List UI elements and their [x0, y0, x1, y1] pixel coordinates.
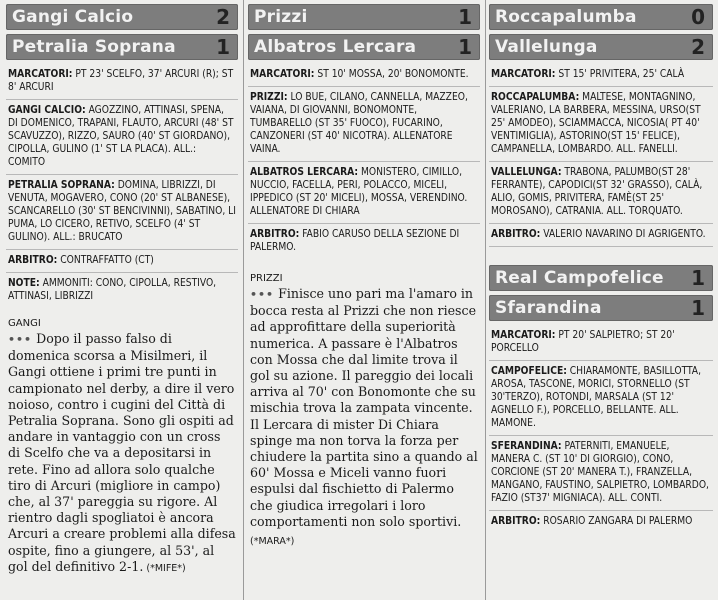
scorers	[248, 64, 480, 87]
scorers-label-2: MARCATORI:	[491, 330, 556, 341]
notes-text: AMMONITI: CONO, CIPOLLA, RESTIVO, ATTINASI, LIBRIZZI	[8, 278, 217, 302]
dateline: PRIZZI	[250, 273, 283, 284]
scorers-text-2: PT 20' SALPIETRO; ST 20' PORCELLO	[491, 330, 675, 354]
lineup-home-label: PRIZZI:	[250, 92, 288, 103]
score-bar-away	[6, 34, 238, 60]
referee-2	[489, 511, 713, 533]
bullet-dots: •••	[8, 333, 33, 346]
lineup-away	[489, 162, 713, 224]
away-team-name: Albatros Lercara	[254, 37, 417, 57]
notes-label: NOTE:	[8, 278, 40, 289]
referee	[489, 224, 713, 247]
lineup-away-label: PETRALIA SOPRANA:	[8, 180, 115, 191]
lineup-home-text: AGOZZINO, ATTINASI, SPENA, DI DOMENICO, TRAPANI, FLAUTO, ARCURI (48' ST SCAVUZZO), RIZZO, SAURO (40' ST GIORDANO), CIPOLLA, GULINO (1' ST LA PLACA). ALL.: COMITO	[8, 105, 234, 168]
scorers-text: ST 10' MOSSA, 20' BONOMONTE.	[314, 69, 469, 80]
referee	[248, 224, 480, 259]
home-team-score: 0	[691, 5, 705, 29]
dateline: GANGI	[8, 318, 41, 329]
scorers	[6, 64, 238, 100]
score-bar-away-2	[489, 295, 713, 321]
lineup-away-text: MONISTERO, CIMILLO, NUCCIO, FACELLA, PERI, POLACCO, MICELI, IPPEDICO (ST 20' MICELI), MOSSA, VERENDINO. ALLENATORE DI CHIARA	[250, 167, 468, 217]
lineup-home-label-2: CAMPOFELICE:	[491, 366, 567, 377]
lineup-home-text: MALTESE, MONTAGNINO, VALERIANO, LA BARBERA, MESSINA, URSO(ST 25' AMODEO), SCIAMMACCA, NICOSIA( PT 40' VENTIMIGLIA), ASTORINO(ST 15' FELICE), CAMPANELLA, LOMBARDO. ALL. FANELLI.	[491, 92, 701, 155]
scorers-text: ST 15' PRIVITERA, 25' CALÀ	[555, 69, 685, 80]
referee-text: VALERIO NAVARINO DI AGRIGENTO.	[540, 229, 706, 240]
lineup-home-2	[489, 361, 713, 436]
spacer	[487, 247, 715, 261]
away-team-score-2: 1	[691, 296, 705, 320]
match-report-text: Dopo il passo falso di domenica scorsa a Misilmeri, il Gangi ottiene i primi tre punti in campionato nel derby, a dire il vero noioso, contro i cugini del Città di Petralia Soprana. Sono gli ospiti ad andare in vantaggio con un cross di Scelfo che va a depositarsi in rete. Fino ad allora solo qualche tiro di Arcuri (migliore in campo) che, al 37' pareggia su rigore. Al rientro dagli spogliatoi è ancora Arcuri a creare problemi alla difesa ospite, fino a giungere, al 53', al gol del definitivo 2-1.	[8, 331, 236, 574]
lineup-home-label: ROCCAPALUMBA:	[491, 92, 580, 103]
bullet-dots: •••	[250, 288, 275, 301]
author-signature: (*MIFE*)	[143, 562, 186, 574]
home-team-name-2: Real Campofelice	[495, 268, 664, 288]
lineup-away	[6, 175, 238, 250]
lineup-home-text: LO BUE, CILANO, CANNELLA, MAZZEO, VAIANA, DI GIOVANNI, BONOMONTE, TUMBARELLO (ST 35' FUOCO), FUCARINO, CANZONERI (ST 40' NICOTRA). ALLENATORE VAINA.	[250, 92, 468, 155]
scorers-2	[489, 325, 713, 361]
column-divider	[243, 0, 244, 600]
score-bar-home	[489, 4, 713, 30]
lineup-home-text-2: CHIARAMONTE, BASILLOTTA, AROSA, TASCONE, MORICI, STORNELLO (ST 30'TERZO), ROTONDI, MARSALA (ST 12' AGNELLO F.), PORCELLO, BELLANTE. ALL. MAMONE.	[491, 366, 701, 429]
lineup-home	[489, 87, 713, 162]
referee-text-2: ROSARIO ZANGARA DI PALERMO	[540, 516, 693, 527]
lineup-home	[6, 100, 238, 175]
referee-label: ARBITRO:	[491, 229, 541, 240]
home-team-score-2: 1	[691, 266, 705, 290]
scorers-label: MARCATORI:	[8, 69, 73, 80]
home-team-name: Prizzi	[254, 7, 308, 27]
lineup-away-label-2: SFERANDINA:	[491, 441, 562, 452]
home-team-score: 2	[216, 5, 230, 29]
match-report	[250, 286, 478, 550]
column-divider	[485, 0, 486, 600]
score-bar-home	[248, 4, 480, 30]
lineup-home	[248, 87, 480, 162]
lineup-away-label: ALBATROS LERCARA:	[250, 167, 359, 178]
notes	[6, 273, 238, 308]
lineup-away-2	[489, 436, 713, 511]
article-roccapalumba-vallelunga	[487, 0, 715, 600]
score-bar-away	[489, 34, 713, 60]
article-gangi-petralia	[4, 0, 240, 600]
match-report	[8, 331, 236, 577]
scorers-text: PT 23' SCELFO, 37' ARCURI (R); ST 8' ARCURI	[8, 69, 234, 93]
match-report-text: Finisce uno pari ma l'amaro in bocca resta al Prizzi che non riesce ad approfittare della superiorità numerica. A passare è l'Albatros con Mossa che dal limite trova il gol su azione. Il pareggio dei locali arriva al 70' con Bonomonte che su mischia trova la zampata vincente. Il Lercara di mister Di Chiara spinge ma non torva la forza per chiudere la partita sino a quando al 60' Mossa e Miceli vanno fuori espulsi dal fischietto di Palermo che giudica irregolari i loro comportamenti non solo sportivi.	[250, 286, 478, 529]
scorers-label: MARCATORI:	[491, 69, 556, 80]
away-team-name-2: Sfarandina	[495, 298, 602, 318]
lineup-away-text: DOMINA, LIBRIZZI, DI VENUTA, MOGAVERO, CONO (20' ST ALBANESE), SCANCARELLO (30' ST BENCIVINNI), SABATINO, LI PUMA, LO CICERO, RETIVO, SCELFO (4' ST GULINO). ALL.: BRUCATO	[8, 180, 236, 243]
home-team-score: 1	[458, 5, 472, 29]
home-team-name: Roccapalumba	[495, 7, 637, 27]
lineup-away-text-2: PATERNITI, EMANUELE, MANERA C. (ST 10' DI GIORGIO), CONO, CORCIONE (ST 20' MANERA T.), FRANZELLA, MANGANO, FAUSTINO, SALPIETRO, LOMBARDO, FAZIO (ST37' MIGNIACA). ALL. CONTI.	[491, 441, 709, 504]
score-bar-home-2	[489, 265, 713, 291]
scorers-label: MARCATORI:	[250, 69, 315, 80]
referee-text: FABIO CARUSO DELLA SEZIONE DI PALERMO.	[250, 229, 460, 253]
away-team-name: Petralia Soprana	[12, 37, 176, 57]
lineup-away	[248, 162, 480, 224]
lineup-home-label: GANGI CALCIO:	[8, 105, 86, 116]
away-team-name: Vallelunga	[495, 37, 598, 57]
lineup-away-text: TRABONA, PALUMBO(ST 28' FERRANTE), CAPODICI(ST 32' GRASSO), CALÀ, ALIO, GOMIS, PRIVITERA, FAMÈ(ST 25' MOROSANO), CATRANIA. ALL. TORQUATO.	[491, 167, 703, 217]
referee-label-2: ARBITRO:	[491, 516, 541, 527]
author-signature: (*MARA*)	[250, 536, 295, 548]
home-team-name: Gangi Calcio	[12, 7, 134, 27]
away-team-score: 1	[458, 35, 472, 59]
lineup-away-label: VALLELUNGA:	[491, 167, 562, 178]
score-bar-away	[248, 34, 480, 60]
away-team-score: 1	[216, 35, 230, 59]
referee	[6, 250, 238, 273]
referee-label: ARBITRO:	[8, 255, 58, 266]
scorers	[489, 64, 713, 87]
referee-text: CONTRAFFATTO (CT)	[57, 255, 154, 266]
score-bar-home	[6, 4, 238, 30]
article-prizzi-albatros	[246, 0, 482, 600]
referee-label: ARBITRO:	[250, 229, 300, 240]
away-team-score: 2	[691, 35, 705, 59]
